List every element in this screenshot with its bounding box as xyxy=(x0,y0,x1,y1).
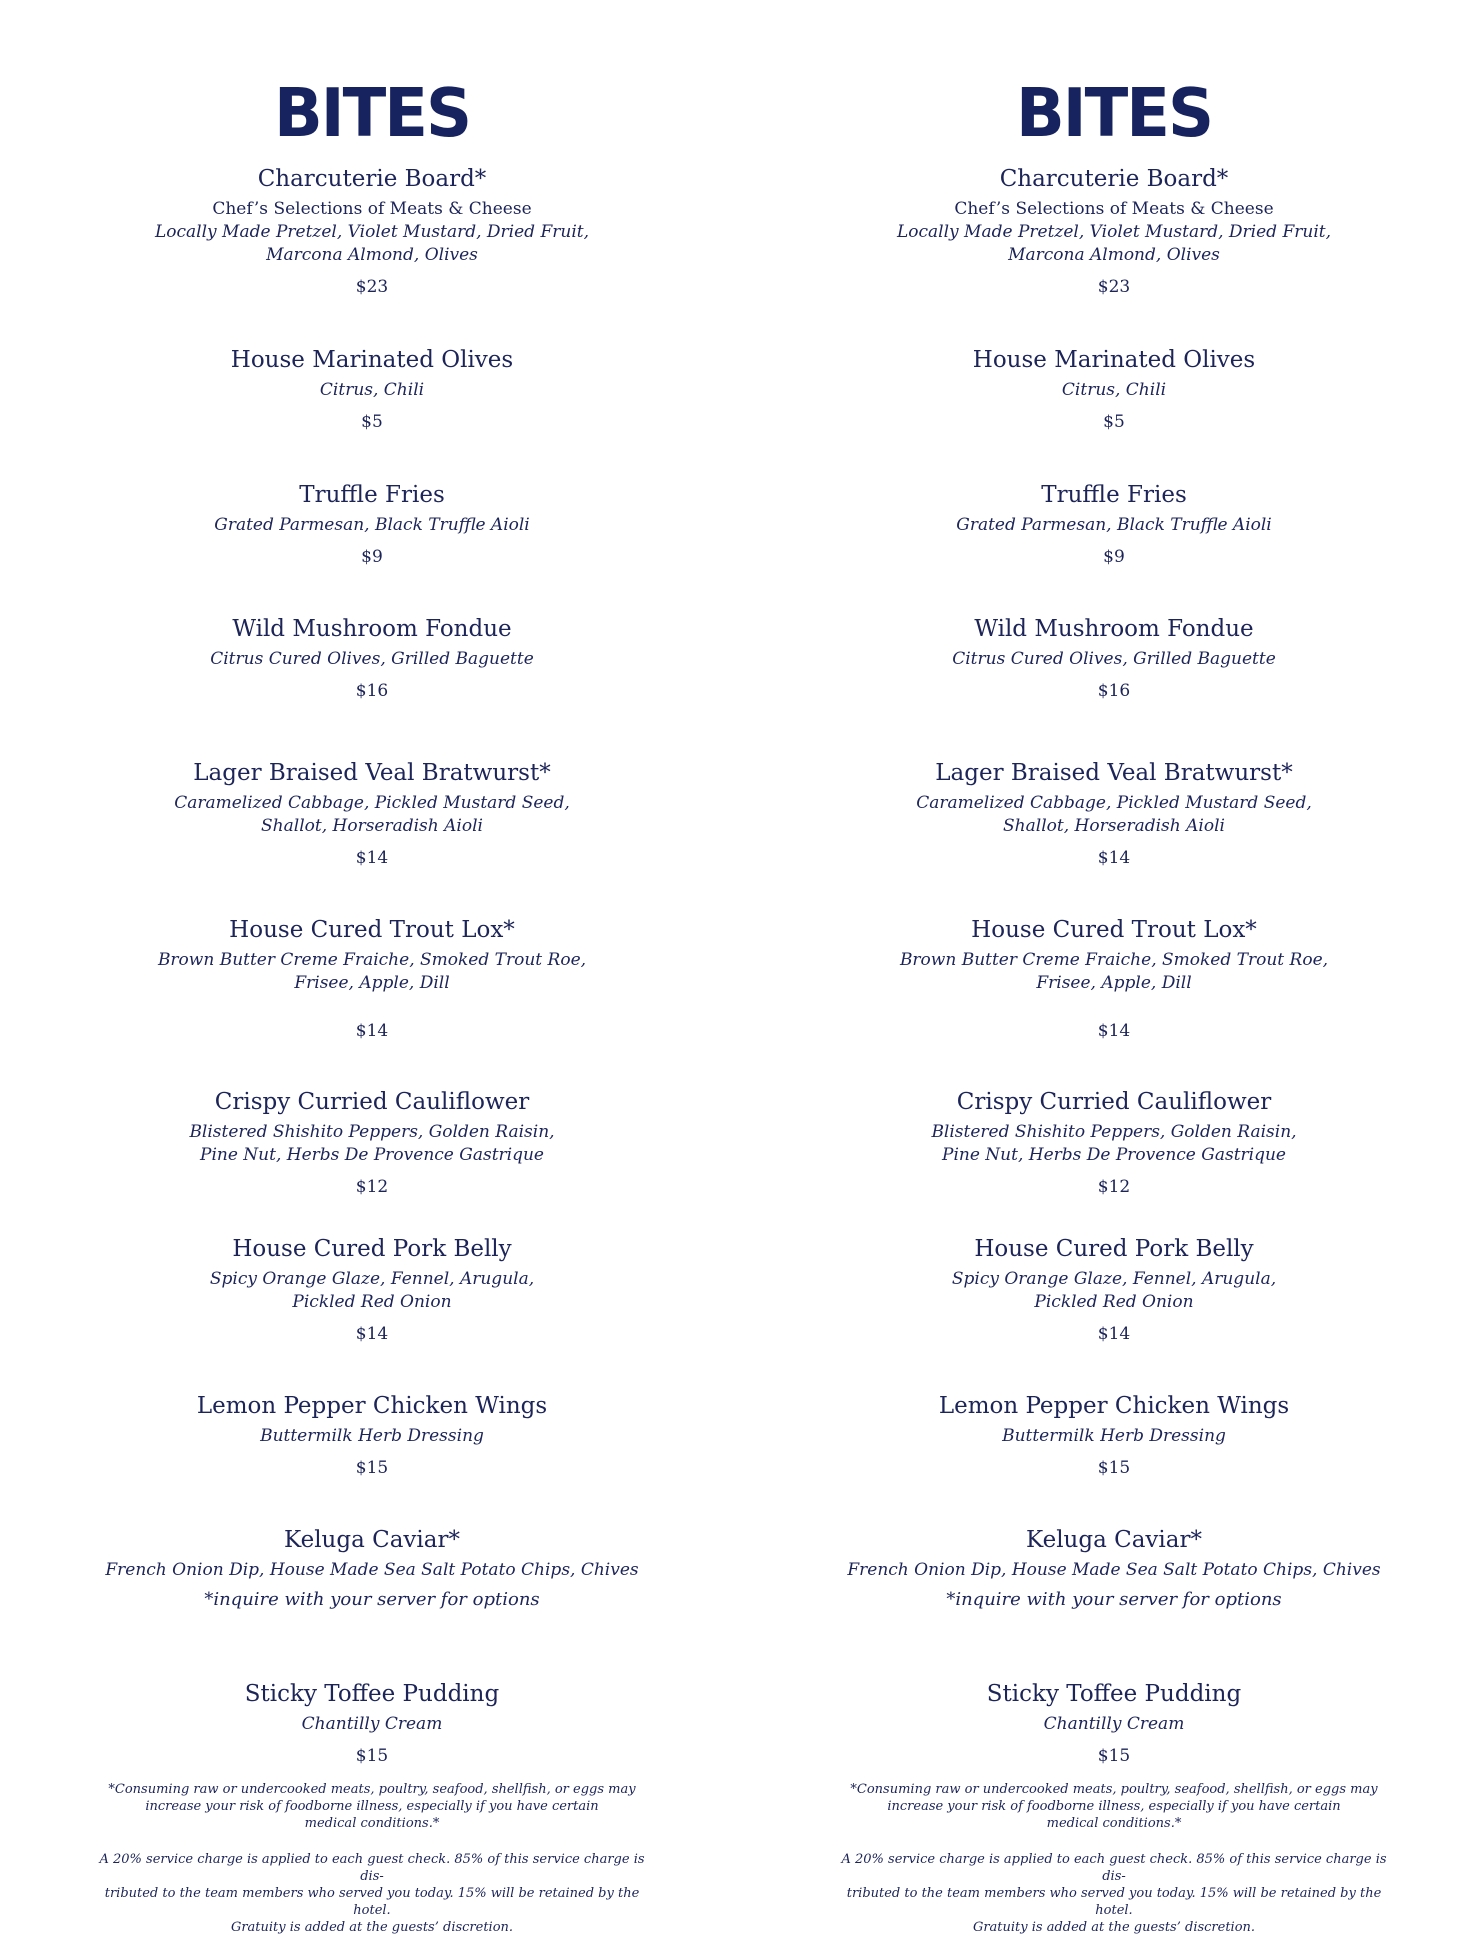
item-description-line: Pine Nut, Herbs De Provence Gastrique xyxy=(942,1145,1286,1165)
item-description xyxy=(92,1121,652,1167)
item-name: Charcuterie Board* xyxy=(999,166,1229,192)
item-name: Wild Mushroom Fondue xyxy=(974,616,1254,642)
item-price: $5 xyxy=(1103,412,1125,432)
item-description: Citrus Cured Olives, Grilled Baguette xyxy=(952,649,1276,669)
item-price: $23 xyxy=(355,277,389,297)
item-description-line: Brown Butter Creme Fraiche, Smoked Trout Roe, xyxy=(899,950,1329,970)
item-description-line: Frisee, Apple, Dill xyxy=(1036,973,1192,993)
service-charge-disclaimer xyxy=(92,1851,652,1936)
item-name: Sticky Toffee Pudding xyxy=(986,1681,1242,1707)
food-safety-disclaimer xyxy=(92,1781,652,1832)
item-description-line: Brown Butter Creme Fraiche, Smoked Trout Roe, xyxy=(157,950,587,970)
item-description xyxy=(92,949,652,995)
item-price: $14 xyxy=(355,1021,389,1041)
menu-item xyxy=(834,1234,1394,1346)
menu-item xyxy=(92,758,652,870)
disclaimer-line: Gratuity is added at the guests’ discretion. xyxy=(972,1920,1256,1935)
menu-item xyxy=(834,1679,1394,1768)
item-description-line: Blistered Shishito Peppers, Golden Raisin, xyxy=(189,1122,555,1142)
disclaimer-line: medical conditions.* xyxy=(1046,1816,1182,1831)
item-subtitle: Chef’s Selections of Meats & Cheese xyxy=(954,199,1274,219)
item-name: Lager Braised Veal Bratwurst* xyxy=(193,760,551,786)
item-description xyxy=(92,1268,652,1314)
item-name: House Cured Pork Belly xyxy=(232,1236,512,1262)
item-description-line: Pickled Red Onion xyxy=(1034,1292,1194,1312)
item-description-line: Shallot, Horseradish Aioli xyxy=(261,816,483,836)
item-price: $15 xyxy=(1097,1458,1131,1478)
item-description-line: Marcona Almond, Olives xyxy=(266,245,478,265)
menu-item xyxy=(92,345,652,434)
menu-item xyxy=(834,480,1394,569)
disclaimer-line: tributed to the team members who served you today. 15% will be retained by the hotel. xyxy=(846,1886,1382,1918)
item-description-line: Frisee, Apple, Dill xyxy=(294,973,450,993)
item-description xyxy=(92,198,652,267)
item-price: $5 xyxy=(361,412,383,432)
disclaimer-line: medical conditions.* xyxy=(304,1816,440,1831)
item-description xyxy=(834,198,1394,267)
item-name: House Cured Trout Lox* xyxy=(971,917,1257,943)
item-description: Citrus Cured Olives, Grilled Baguette xyxy=(210,649,534,669)
item-name: Lemon Pepper Chicken Wings xyxy=(196,1393,548,1419)
item-name: Keluga Caviar* xyxy=(284,1527,460,1553)
disclaimer-line: A 20% service charge is applied to each guest check. 85% of this service charge is dis- xyxy=(841,1852,1387,1884)
menu-item xyxy=(92,1234,652,1346)
item-description-line: Pickled Red Onion xyxy=(292,1292,452,1312)
menu-item xyxy=(834,1525,1394,1612)
item-price: $9 xyxy=(361,547,383,567)
menu-item xyxy=(834,1391,1394,1480)
disclaimer-line: *Consuming raw or undercooked meats, poultry, seafood, shellfish, or eggs may xyxy=(850,1782,1378,1797)
menu-item xyxy=(834,758,1394,870)
item-price: $12 xyxy=(355,1177,389,1197)
menu-item xyxy=(92,164,652,299)
item-price: $14 xyxy=(1097,1324,1131,1344)
item-price: $23 xyxy=(1097,277,1131,297)
item-description-line: Shallot, Horseradish Aioli xyxy=(1003,816,1225,836)
item-name: Truffle Fries xyxy=(1041,482,1187,508)
item-description-line: Marcona Almond, Olives xyxy=(1008,245,1220,265)
item-name: House Cured Pork Belly xyxy=(974,1236,1254,1262)
menu-item xyxy=(92,480,652,569)
disclaimer-line: increase your risk of foodborne illness, especially if you have certain xyxy=(145,1799,599,1814)
item-price: $14 xyxy=(1097,1021,1131,1041)
menu-title: BITES xyxy=(273,75,471,153)
item-price: $14 xyxy=(355,848,389,868)
item-note: *inquire with your server for options xyxy=(204,1589,540,1610)
item-price: $14 xyxy=(355,1324,389,1344)
menu-item xyxy=(834,345,1394,434)
item-description-line: Spicy Orange Glaze, Fennel, Arugula, xyxy=(951,1269,1277,1289)
item-description: Chantilly Cream xyxy=(301,1714,443,1734)
item-description-line: Locally Made Pretzel, Violet Mustard, Dried Fruit, xyxy=(897,222,1331,242)
item-description: Grated Parmesan, Black Truffle Aioli xyxy=(214,515,530,535)
item-description: Citrus, Chili xyxy=(319,380,425,400)
item-name: Wild Mushroom Fondue xyxy=(232,616,512,642)
item-name: Lager Braised Veal Bratwurst* xyxy=(935,760,1293,786)
item-description-line: Caramelized Cabbage, Pickled Mustard Seed, xyxy=(174,793,570,813)
item-description: Buttermilk Herb Dressing xyxy=(1002,1426,1226,1446)
item-description xyxy=(834,949,1394,995)
item-description-line: Locally Made Pretzel, Violet Mustard, Dried Fruit, xyxy=(155,222,589,242)
menu-item xyxy=(834,915,1394,1043)
item-name: Charcuterie Board* xyxy=(257,166,487,192)
menu-item xyxy=(92,1679,652,1768)
disclaimer-line: A 20% service charge is applied to each guest check. 85% of this service charge is dis- xyxy=(99,1852,645,1884)
menu-column-right xyxy=(834,0,1394,1935)
item-price: $15 xyxy=(1097,1746,1131,1766)
item-note: *inquire with your server for options xyxy=(946,1589,1282,1610)
item-name: House Marinated Olives xyxy=(230,347,514,373)
item-description: Grated Parmesan, Black Truffle Aioli xyxy=(956,515,1272,535)
disclaimer-line: *Consuming raw or undercooked meats, poultry, seafood, shellfish, or eggs may xyxy=(108,1782,636,1797)
menu-item xyxy=(92,1525,652,1612)
item-name: Crispy Curried Cauliflower xyxy=(956,1089,1272,1115)
menu-item xyxy=(92,1391,652,1480)
item-description: Citrus, Chili xyxy=(1061,380,1167,400)
item-price: $9 xyxy=(1103,547,1125,567)
item-price: $12 xyxy=(1097,1177,1131,1197)
item-name: Lemon Pepper Chicken Wings xyxy=(938,1393,1290,1419)
item-description-line: Caramelized Cabbage, Pickled Mustard Seed, xyxy=(916,793,1312,813)
menu-item xyxy=(834,164,1394,299)
item-description: French Onion Dip, House Made Sea Salt Potato Chips, Chives xyxy=(105,1560,639,1580)
menu-item xyxy=(92,1087,652,1199)
item-description xyxy=(92,792,652,838)
item-name: Keluga Caviar* xyxy=(1026,1527,1202,1553)
menu-item xyxy=(834,1087,1394,1199)
item-price: $16 xyxy=(1097,681,1131,701)
menu-item xyxy=(92,614,652,703)
item-price: $15 xyxy=(355,1746,389,1766)
menu-item xyxy=(92,915,652,1043)
item-description-line: Spicy Orange Glaze, Fennel, Arugula, xyxy=(209,1269,535,1289)
disclaimer-line: increase your risk of foodborne illness, especially if you have certain xyxy=(887,1799,1341,1814)
item-price: $16 xyxy=(355,681,389,701)
item-price: $15 xyxy=(355,1458,389,1478)
item-name: House Cured Trout Lox* xyxy=(229,917,515,943)
item-subtitle: Chef’s Selections of Meats & Cheese xyxy=(212,199,532,219)
item-name: Sticky Toffee Pudding xyxy=(244,1681,500,1707)
item-name: Crispy Curried Cauliflower xyxy=(214,1089,530,1115)
item-description: Buttermilk Herb Dressing xyxy=(260,1426,484,1446)
item-description-line: Blistered Shishito Peppers, Golden Raisin, xyxy=(931,1122,1297,1142)
item-description-line: Pine Nut, Herbs De Provence Gastrique xyxy=(200,1145,544,1165)
disclaimer-line: tributed to the team members who served you today. 15% will be retained by the hotel. xyxy=(104,1886,640,1918)
service-charge-disclaimer xyxy=(834,1851,1394,1936)
menu-title: BITES xyxy=(1015,75,1213,153)
menu-item xyxy=(834,614,1394,703)
item-name: Truffle Fries xyxy=(299,482,445,508)
item-price: $14 xyxy=(1097,848,1131,868)
menu-column-left xyxy=(92,0,652,1935)
disclaimer-line: Gratuity is added at the guests’ discretion. xyxy=(230,1920,514,1935)
item-description xyxy=(834,792,1394,838)
item-description xyxy=(834,1121,1394,1167)
food-safety-disclaimer xyxy=(834,1781,1394,1832)
item-description xyxy=(834,1268,1394,1314)
item-description: French Onion Dip, House Made Sea Salt Potato Chips, Chives xyxy=(847,1560,1381,1580)
item-description: Chantilly Cream xyxy=(1043,1714,1185,1734)
item-name: House Marinated Olives xyxy=(972,347,1256,373)
